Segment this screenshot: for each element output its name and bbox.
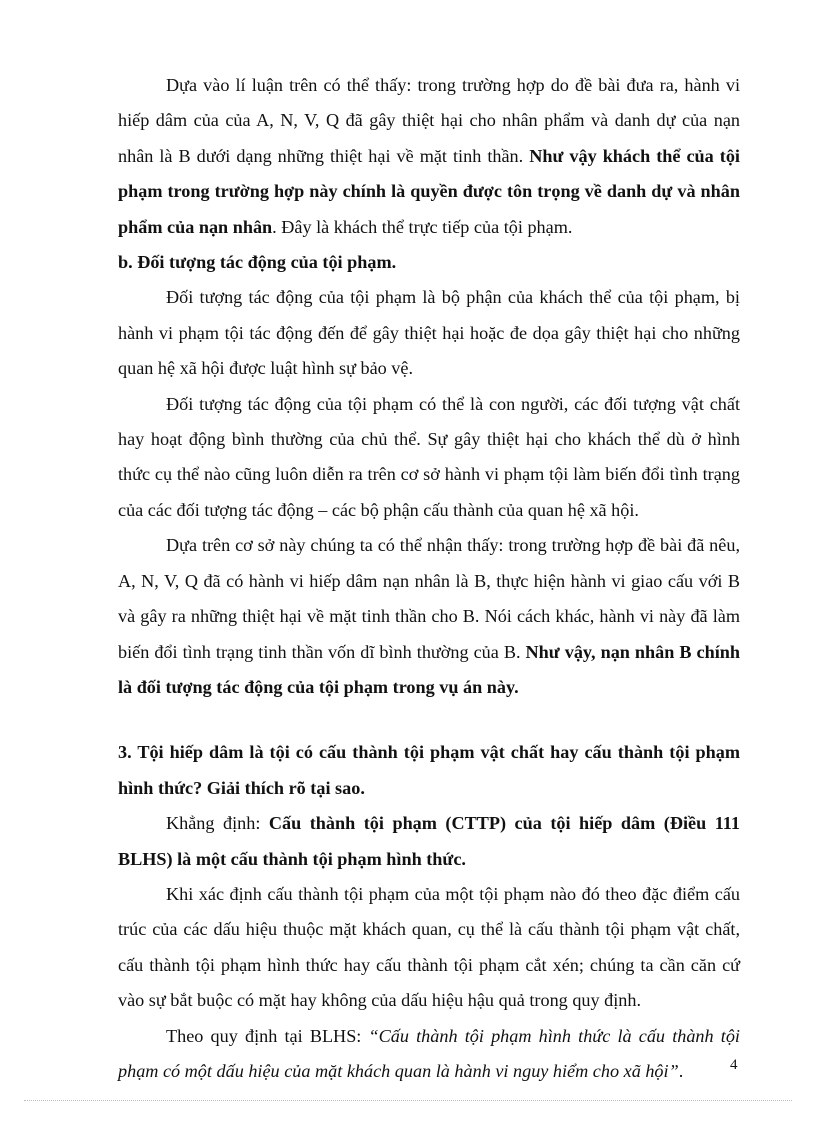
paragraph-case-analysis: Dựa trên cơ sở này chúng ta có thể nhận thấy: trong trường hợp đề bài đã nêu, A, N, V, Q đã có hành vi hiếp dâm nạn nhân là B, thực hiện hành vi giao cấu với B và gây ra những thiệt hại về mặt tinh thần cho B. Nói cách khác, hành vi này đã làm biến đổi tình trạng tinh thần vốn dĩ bình thường của B. Như vậy, nạn nhân B chính là đối tượng tác động của tội phạm trong vụ án này. [118,535,740,697]
spacer [118,705,740,735]
bold-assertion: Cấu thành tội phạm (CTTP) của tội hiếp dâm (Điều 111 BLHS) là một cấu thành tội phạm hình thức. [118,813,740,869]
bold-conclusion: Như vậy khách thể của tội phạm trong trường hợp này chính là quyền được tôn trọng về danh dự và nhân phẩm của nạn nhân [118,145,740,237]
page-number: 4 [730,1057,738,1073]
section-heading-b: b. Đối tượng tác động của tội phạm. [118,252,397,273]
paragraph-explanation: Khi xác định cấu thành tội phạm của một tội phạm nào đó theo đặc điểm cấu trúc của các dấu hiệu thuộc mặt khách quan, cụ thể là cấu thành tội phạm vật chất, cấu thành tội phạm hình thức hay cấu thành tội phạm cắt xén; chúng ta cần căn cứ vào sự bắt buộc có mặt hay không của dấu hiệu hậu quả trong quy định. [118,883,740,1011]
paragraph-assertion: Khẳng định: Cấu thành tội phạm (CTTP) của tội hiếp dâm (Điều 111 BLHS) là một cấu thành tội phạm hình thức. [118,813,740,869]
paragraph-targets: Đối tượng tác động của tội phạm có thể là con người, các đối tượng vật chất hay hoạt động bình thường của chủ thể. Sự gây thiệt hại cho khách thể dù ở hình thức cụ thể nào cũng luôn diễn ra trên cơ sở hành vi phạm tội làm biến đổi tình trạng của các đối tượng tác động – các bộ phận cấu thành của quan hệ xã hội. [118,393,740,520]
paragraph-definition: Đối tượng tác động của tội phạm là bộ phận của khách thể của tội phạm, bị hành vi phạm tội tác động đến để gây thiệt hại hoặc đe dọa gây thiệt hại cho những quan hệ xã hội được luật hình sự bảo vệ. [118,287,740,379]
bold-conclusion: Như vậy, nạn nhân B chính là đối tượng tác động của tội phạm trong vụ án này. [118,641,740,697]
section-heading-3: 3. Tội hiếp dâm là tội có cấu thành tội phạm vật chất hay cấu thành tội phạm hình thức? Giải thích rõ tại sao. [118,742,740,798]
footer-divider [24,1100,792,1101]
paragraph-object-of-crime: Dựa vào lí luận trên có thể thấy: trong trường hợp do đề bài đưa ra, hành vi hiếp dâm của của A, N, V, Q đã gây thiệt hại cho nhân phẩm và danh dự của nạn nhân là B dưới dạng những thiệt hại về mặt tinh thần. Như vậy khách thể của tội phạm trong trường hợp này chính là quyền được tôn trọng về danh dự và nhân phẩm của nạn nhân. Đây là khách thể trực tiếp của tội phạm. [118,75,740,237]
italic-quote: “Cấu thành tội phạm hình thức là cấu thành tội phạm có một dấu hiệu của mặt khách quan là hành vi nguy hiểm cho xã hội” [118,1025,740,1081]
paragraph-legal-quote: Theo quy định tại BLHS: “Cấu thành tội phạm hình thức là cấu thành tội phạm có một dấu hiệu của mặt khách quan là hành vi nguy hiểm cho xã hội”. [118,1025,740,1081]
page-content [118,68,740,1089]
